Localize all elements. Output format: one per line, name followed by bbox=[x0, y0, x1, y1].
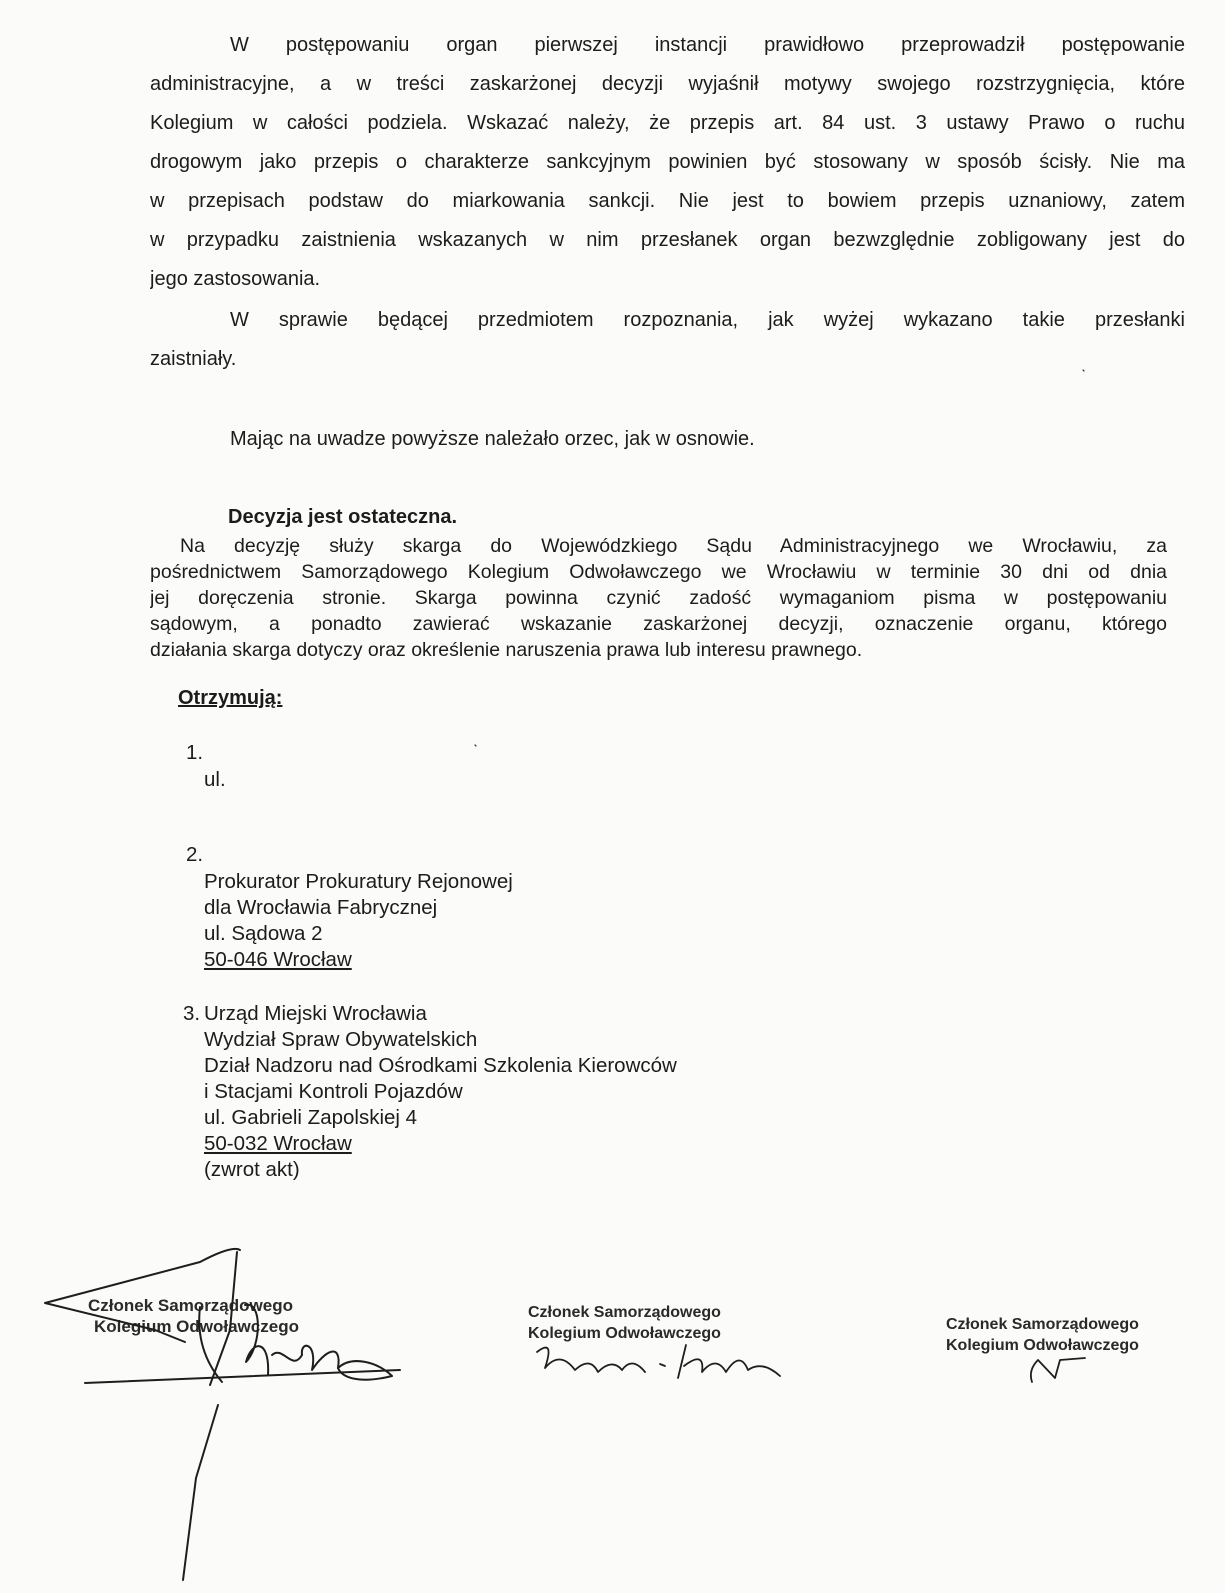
finding-line: W sprawie będącej przedmiotem rozpoznania, jak wyżej wykazano takie przesłanki bbox=[230, 309, 1185, 331]
reasoning-line: administracyjne, a w treści zaskarżonej decyzji wyjaśnił motywy swojego rozstrzygnięcia, które bbox=[150, 73, 1185, 95]
appeal-line: pośrednictwem Samorządowego Kolegium Odwoławczego we Wrocławiu w terminie 30 dni od dnia bbox=[150, 561, 1167, 583]
final-decision-heading: Decyzja jest ostateczna. bbox=[228, 506, 457, 528]
address-line: Prokurator Prokuratury Rejonowej bbox=[204, 870, 513, 893]
address-line: Wydział Spraw Obywatelskich bbox=[204, 1028, 478, 1051]
address-line: Dział Nadzoru nad Ośrodkami Szkolenia Kierowców bbox=[204, 1054, 677, 1077]
conclusion-text: Mając na uwadze powyższe należało orzec, jak w osnowie. bbox=[230, 428, 755, 450]
recipient-1-street: ul. bbox=[204, 768, 226, 791]
stamp-line: Członek Samorządowego bbox=[88, 1296, 293, 1315]
postal-code-city: 50-032 Wrocław bbox=[204, 1132, 352, 1155]
reasoning-line: W postępowaniu organ pierwszej instancji prawidłowo przeprowadził postępowanie bbox=[230, 34, 1185, 56]
recipient-3-number: 3. bbox=[183, 1002, 201, 1025]
stamp-line: Członek Samorządowego bbox=[528, 1304, 721, 1321]
signature-3-scribble bbox=[1031, 1358, 1085, 1382]
postal-code-city: 50-046 Wrocław bbox=[204, 948, 352, 971]
stamp-line: Członek Samorządowego bbox=[946, 1316, 1139, 1333]
recipient-2-number: 2. bbox=[186, 843, 204, 866]
signature-1-scribble bbox=[45, 1249, 400, 1580]
appeal-line: Na decyzję służy skarga do Wojewódzkiego Sądu Administracyjnego we Wrocławiu, za bbox=[180, 535, 1167, 557]
signature-2-scribble bbox=[537, 1345, 780, 1378]
reasoning-line: w przepisach podstaw do miarkowania sankcji. Nie jest to bowiem przepis uznaniowy, zatem bbox=[150, 190, 1185, 212]
stamp-line: Kolegium Odwoławczego bbox=[528, 1325, 721, 1342]
address-line: i Stacjami Kontroli Pojazdów bbox=[204, 1080, 463, 1103]
scan-marks bbox=[475, 370, 1084, 746]
reasoning-line: Kolegium w całości podziela. Wskazać należy, że przepis art. 84 ust. 3 ustawy Prawo o ruchu bbox=[150, 112, 1185, 134]
recipient-note: (zwrot akt) bbox=[204, 1158, 300, 1181]
address-line: Urząd Miejski Wrocławia bbox=[204, 1002, 427, 1025]
recipient-1-number: 1. bbox=[186, 741, 204, 764]
appeal-line: jej doręczenia stronie. Skarga powinna czynić zadość wymaganiom pisma w postępowaniu bbox=[150, 587, 1167, 609]
address-line: ul. Gabrieli Zapolskiej 4 bbox=[204, 1106, 418, 1129]
appeal-line: działania skarga dotyczy oraz określenie naruszenia prawa lub interesu prawnego. bbox=[150, 639, 863, 661]
stamp-line: Kolegium Odwoławczego bbox=[94, 1317, 299, 1336]
finding-line: zaistniały. bbox=[150, 348, 237, 370]
stamp-line: Kolegium Odwoławczego bbox=[946, 1337, 1139, 1354]
reasoning-line: jego zastosowania. bbox=[150, 268, 321, 290]
reasoning-line: drogowym jako przepis o charakterze sankcyjnym powinien być stosowany w sposób ścisły. Nie ma bbox=[150, 151, 1185, 173]
address-line: ul. Sądowa 2 bbox=[204, 922, 323, 945]
recipients-heading: Otrzymują: bbox=[178, 687, 283, 709]
appeal-line: sądowym, a ponadto zawierać wskazanie zaskarżonej decyzji, oznaczenie organu, którego bbox=[150, 613, 1167, 635]
reasoning-line: w przypadku zaistnienia wskazanych w nim przesłanek organ bezwzględnie zobligowany jest do bbox=[150, 229, 1185, 251]
address-line: dla Wrocławia Fabrycznej bbox=[204, 896, 438, 919]
